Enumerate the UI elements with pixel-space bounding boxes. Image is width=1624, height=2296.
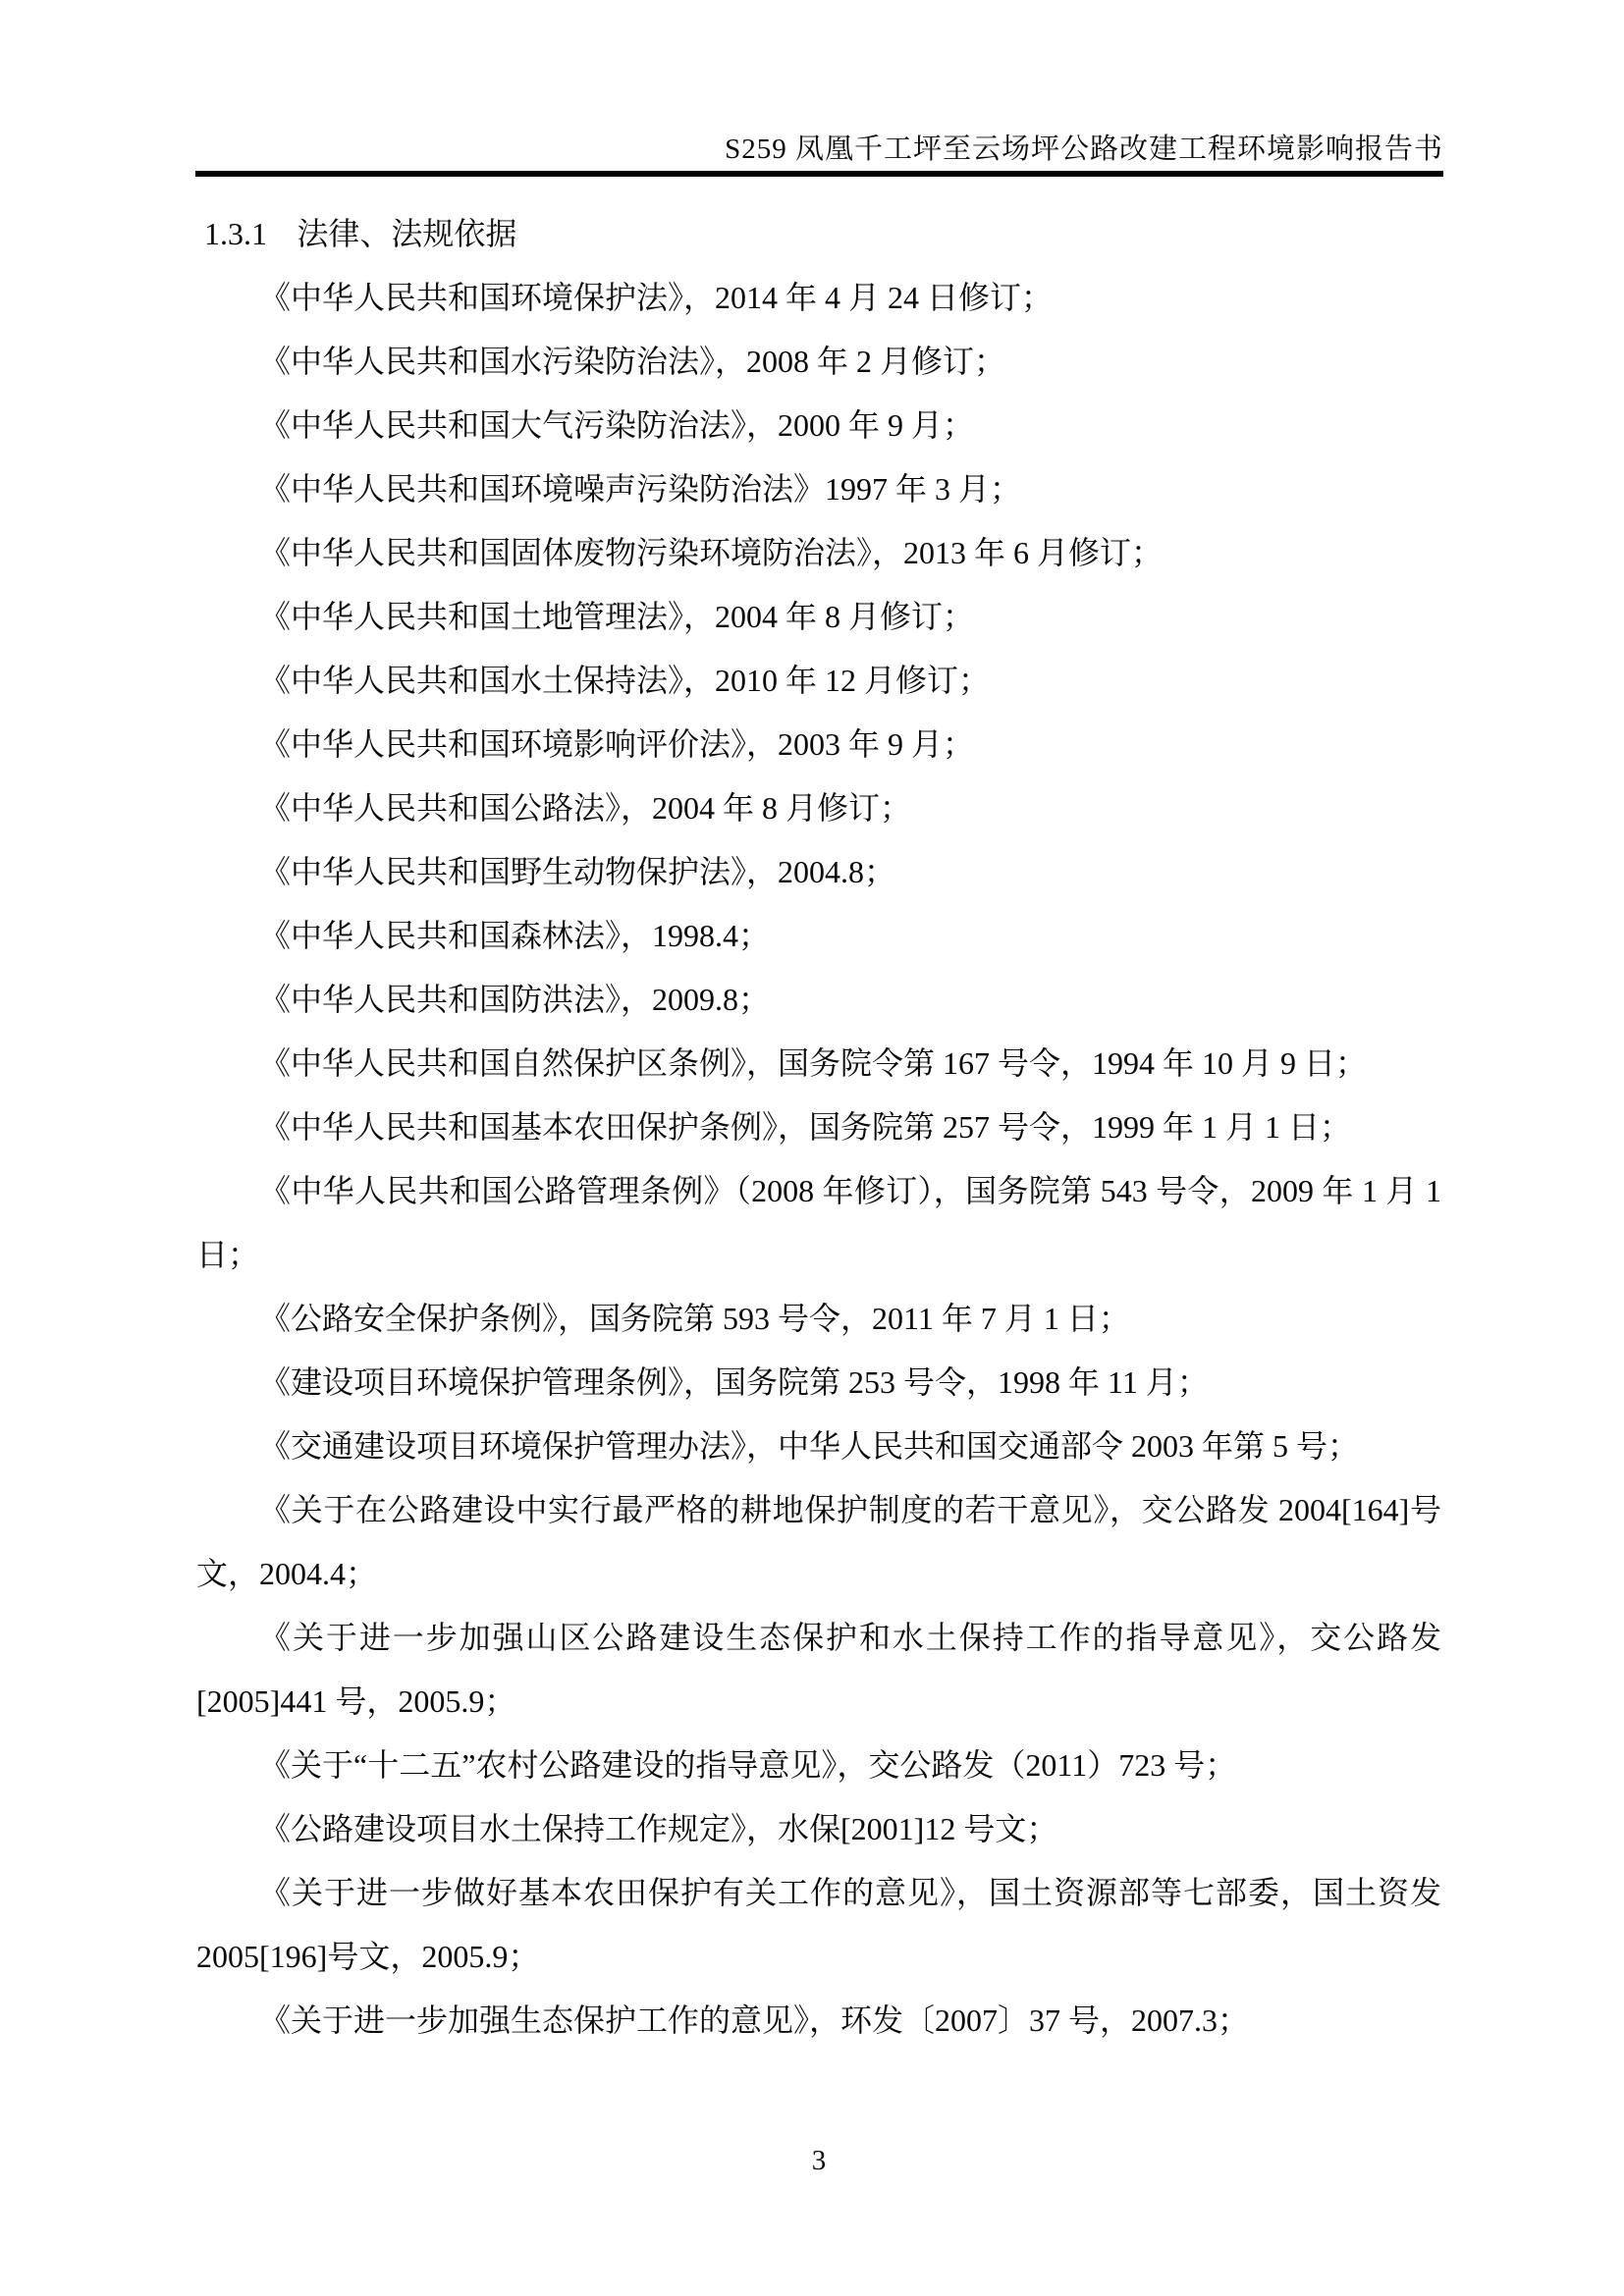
legal-item: 《中华人民共和国森林法》，1998.4； [259,918,771,953]
legal-item: 《中华人民共和国环境影响评价法》，2003 年 9 月； [259,726,975,762]
section-number: 1.3.1 [204,216,267,251]
legal-item: 《中华人民共和国自然保护区条例》，国务院令第 167 号令，1994 年 10 月 9 日； [259,1045,1368,1081]
legal-item: 《关于“十二五”农村公路建设的指导意见》，交公路发（2011）723 号； [259,1747,1237,1783]
header-divider [195,171,1443,177]
legal-item: 《关于在公路建设中实行最严格的耕地保护制度的若干意见》，交公路发 2004[164]号文，2004.4； [196,1492,1441,1591]
page-footer [196,2143,1441,2178]
section-title: 法律、法规依据 [297,216,517,251]
legal-item: 《中华人民共和国环境保护法》，2014 年 4 月 24 日修订； [259,280,1054,315]
legal-item: 《中华人民共和国土地管理法》，2004 年 8 月修订； [259,599,975,634]
legal-item: 《关于进一步做好基本农田保护有关工作的意见》，国土资源部等七部委，国土资发 2005[196]号文，2005.9； [196,1875,1441,1974]
section-heading [196,202,1441,266]
legal-item: 《中华人民共和国大气污染防治法》，2000 年 9 月； [259,407,975,443]
legal-item: 《中华人民共和国固体废物污染环境防治法》，2013 年 6 月修订； [259,535,1164,570]
legal-item: 《建设项目环境保护管理条例》，国务院第 253 号令，1998 年 11 月； [259,1364,1209,1400]
legal-item: 《公路安全保护条例》，国务院第 593 号令，2011 年 7 月 1 日； [259,1301,1130,1336]
legal-item: 《中华人民共和国防洪法》，2009.8； [259,982,771,1017]
page-header [195,132,1443,177]
legal-item: 《中华人民共和国水土保持法》，2010 年 12 月修订； [259,663,991,698]
legal-item: 《中华人民共和国公路法》，2004 年 8 月修订； [259,790,912,826]
legal-item: 《中华人民共和国公路管理条例》（2008 年修订），国务院第 543 号令，2009 年 1 月 1 日； [196,1173,1441,1272]
legal-item: 《中华人民共和国水污染防治法》，2008 年 2 月修订； [259,344,1006,379]
page-number: 3 [811,2145,827,2176]
document-body [196,202,1441,2053]
legal-item: 《关于进一步加强生态保护工作的意见》，环发〔2007〕37 号，2007.3； [259,2002,1250,2038]
legal-item: 《中华人民共和国基本农田保护条例》，国务院第 257 号令，1999 年 1 月 1 日； [259,1109,1352,1145]
legal-item: 《交通建设项目环境保护管理办法》，中华人民共和国交通部令 2003 年第 5 号； [259,1428,1360,1464]
legal-item: 《公路建设项目水土保持工作规定》，水保[2001]12 号文； [259,1811,1058,1846]
legal-item: 《关于进一步加强山区公路建设生态保护和水土保持工作的指导意见》，交公路发[2005]441 号，2005.9； [196,1620,1441,1719]
legal-item: 《中华人民共和国野生动物保护法》，2004.8； [259,854,896,889]
legal-item: 《中华人民共和国环境噪声污染防治法》1997 年 3 月； [259,471,1022,507]
running-header-title: S259 凤凰千工坪至云场坪公路改建工程环境影响报告书 [725,133,1443,165]
